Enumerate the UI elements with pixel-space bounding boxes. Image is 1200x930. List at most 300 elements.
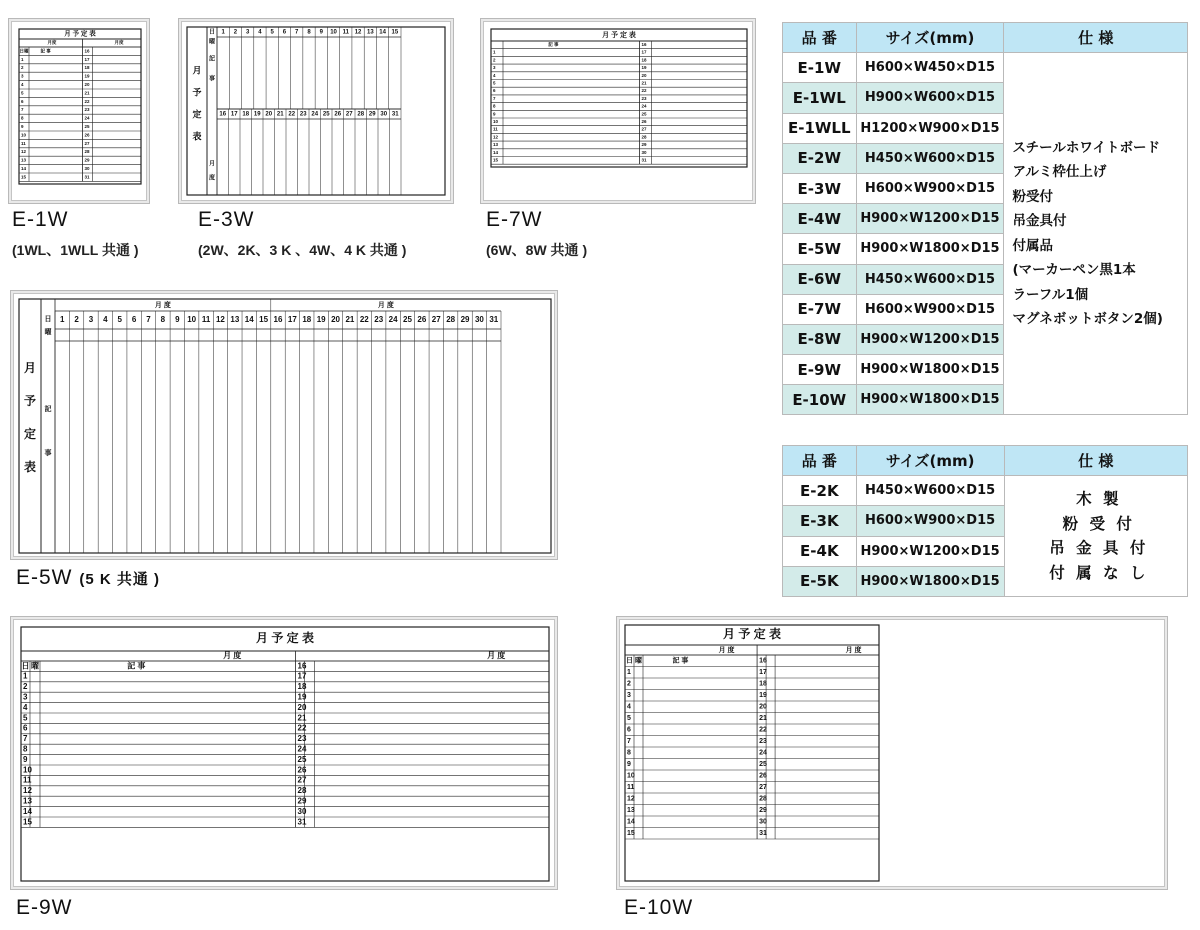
day-number: 21 [276,111,284,118]
row-size: H900×W1800×D15 [856,385,1004,415]
day-number: 2 [23,682,28,692]
day-number: 14 [23,806,32,816]
day-number: 10 [493,119,499,125]
day-number: 15 [391,29,399,36]
board-title: 月 予 定 表 [722,627,782,642]
row-code: E-4W [783,204,857,234]
day-number: 24 [311,111,319,118]
row-size: H450×W600×D15 [856,476,1004,506]
day-number: 18 [302,315,312,325]
side-title-char: 表 [192,131,202,142]
day-number: 7 [21,107,24,113]
weekday-label-char: 曜 [208,39,216,46]
day-number: 11 [21,140,26,146]
day-number: 9 [23,754,28,764]
day-number: 5 [23,713,28,723]
day-number: 27 [297,775,307,785]
day-number: 27 [641,126,647,132]
day-number: 12 [23,786,32,796]
table-row [783,53,1188,83]
spec-line: 付 属 な し [1049,563,1149,582]
day-number: 16 [759,657,767,665]
month-label: 月度 [47,40,57,46]
col-memo-header: 記 事 [40,48,51,54]
spec-line: 吊 金 具 付 [1049,539,1149,558]
day-number: 20 [297,702,307,712]
row-code: E-3K [783,506,857,536]
row-code: E-1WL [783,83,857,113]
board-e3w-grid [179,19,455,205]
row-code: E-10W [783,385,857,415]
board-e1w-grid [9,19,151,205]
day-number: 18 [297,682,307,692]
day-number: 15 [493,157,499,163]
day-number: 11 [493,126,498,132]
day-number: 9 [175,315,180,325]
day-number: 21 [345,315,355,325]
day-number: 25 [297,754,307,764]
col-weekday-header: 曜 [31,661,39,671]
day-number: 5 [117,315,122,325]
day-number: 11 [627,784,635,792]
day-number: 28 [641,134,647,140]
day-number: 2 [21,65,24,71]
day-number: 1 [493,49,496,55]
day-number: 8 [21,115,24,121]
day-number: 16 [641,42,647,48]
header-size: サイズ(mm) [856,446,1004,476]
board-e5w [10,290,558,560]
day-number: 13 [23,796,32,806]
day-number: 25 [84,123,90,129]
day-number: 29 [84,157,90,163]
row-code: E-5K [783,566,857,596]
memo-label-char: 記 [208,56,216,63]
spec-notes [1004,476,1187,597]
board-e7w-grid [481,19,757,205]
day-number: 1 [21,56,24,62]
header-spec: 仕 様 [1004,23,1188,53]
day-number: 1 [59,315,65,325]
day-number: 20 [759,703,767,711]
day-number: 20 [265,111,273,118]
day-number: 30 [641,149,647,155]
grid-border [491,29,747,167]
day-number: 17 [230,111,238,118]
col-memo-header: 記 事 [672,657,689,665]
spec-line: マグネボットボタン2個) [1012,311,1163,328]
month-label: 月 度 [845,646,862,654]
day-number: 4 [493,72,496,78]
day-number: 12 [215,315,225,325]
day-number: 27 [345,111,353,118]
day-number: 28 [84,149,90,155]
day-number: 19 [316,315,326,325]
spec-line: アルミ枠仕上げ [1012,164,1107,181]
day-number: 24 [84,115,90,121]
spec-line: 付属品 [1012,237,1053,254]
side-title-char: 定 [23,427,37,442]
day-number: 8 [627,749,631,757]
table-row [783,476,1188,506]
board-e3w-label: E-3W [198,208,255,231]
board-title: 月 予 定 表 [255,631,315,646]
day-number: 19 [759,692,767,700]
day-number: 3 [23,692,28,702]
day-number: 23 [84,107,90,113]
board-e5w-grid [11,291,559,561]
day-number: 25 [759,761,767,769]
day-number: 24 [759,749,767,757]
day-number: 28 [357,111,365,118]
row-code: E-9W [783,355,857,385]
day-number: 27 [431,315,441,325]
month-label: 月 度 [223,651,242,661]
day-number: 31 [759,830,767,838]
day-number: 14 [379,29,386,36]
day-number: 6 [282,29,287,36]
day-number: 14 [21,165,27,171]
day-number: 6 [23,723,28,733]
row-code: E-1W [783,53,857,83]
day-number: 7 [146,315,151,325]
day-number: 23 [759,738,767,746]
day-number: 15 [23,817,32,827]
day-number: 28 [297,786,307,796]
weekday-label-char: 日 [44,315,52,323]
day-number: 1 [627,669,631,677]
day-number: 9 [319,29,323,36]
spec-table-steel [782,22,1188,415]
col-day-header: 日 [626,657,633,665]
day-number: 12 [493,134,499,140]
day-number: 31 [84,174,90,180]
board-e7w-note: (6W、8W 共通 ) [486,242,588,258]
day-number: 17 [641,49,647,55]
memo-label-char: 事 [44,449,52,457]
row-code: E-8W [783,324,857,354]
day-number: 31 [297,817,307,827]
day-number: 10 [627,772,635,780]
day-number: 3 [493,65,496,71]
day-number: 27 [84,140,90,146]
day-number: 24 [388,315,398,325]
header-spec: 仕 様 [1004,446,1187,476]
side-title-char: 月 [23,361,37,376]
day-number: 2 [493,57,496,63]
day-number: 16 [273,315,283,325]
day-number: 29 [297,796,307,806]
day-number: 7 [295,29,299,36]
day-number: 8 [160,315,166,325]
day-number: 26 [759,772,767,780]
grid-border [625,625,879,881]
day-number: 1 [221,29,225,36]
board-e9w-label: E-9W [16,896,73,919]
day-number: 6 [627,726,631,734]
day-number: 10 [21,132,27,138]
day-number: 2 [233,29,238,36]
day-number: 10 [330,29,337,36]
day-number: 9 [493,111,496,117]
day-number: 25 [641,111,647,117]
row-code: E-7W [783,294,857,324]
day-number: 23 [299,111,307,118]
board-e10w [616,616,1168,890]
day-number: 30 [380,111,388,118]
row-code: E-2W [783,143,857,173]
day-number: 5 [270,29,274,36]
spec-line: 粉 受 付 [1062,514,1135,533]
row-code: E-2K [783,476,857,506]
day-number: 7 [493,95,496,101]
row-size: H900×W1800×D15 [856,566,1004,596]
month-label: 月 度 [377,301,394,309]
month-label-char: 月 [208,161,216,168]
day-number: 17 [297,671,307,681]
month-label: 月 度 [154,301,171,309]
day-number: 22 [359,315,369,325]
side-title-char: 予 [23,394,37,409]
day-number: 29 [759,807,767,815]
row-code: E-4K [783,536,857,566]
grid-border [19,29,141,184]
day-number: 12 [627,795,635,803]
col-weekday-header: 曜 [635,657,642,665]
day-number: 21 [297,713,307,723]
board-e1w-note: (1WL、1WLL 共通 ) [12,242,139,258]
day-number: 25 [403,315,412,325]
day-number: 16 [297,661,307,671]
day-number: 16 [219,111,227,118]
day-number: 19 [84,73,90,79]
day-number: 10 [23,765,32,775]
day-number: 4 [627,703,631,711]
day-number: 15 [259,315,269,325]
month-label-char: 度 [208,175,216,182]
row-size: H900×W600×D15 [856,83,1004,113]
memo-label-char: 記 [44,405,52,413]
day-number: 3 [21,73,24,79]
day-number: 12 [354,29,362,36]
day-number: 25 [322,111,330,118]
day-number: 21 [84,90,90,96]
board-title: 月 予 定 表 [602,31,636,39]
col-memo-header: 記 事 [127,661,146,671]
day-number: 31 [641,157,647,163]
day-number: 30 [297,806,307,816]
day-number: 6 [493,88,496,94]
grid-border [21,627,549,881]
side-title-char: 月 [192,65,202,76]
day-number: 20 [641,72,647,78]
day-number: 4 [258,29,262,36]
day-number: 31 [391,111,399,118]
day-number: 19 [297,692,307,702]
spec-line: スチールホワイトボード [1012,139,1161,156]
side-title-char: 表 [23,460,37,475]
day-number: 16 [84,48,90,54]
spec-table-wood [782,445,1188,597]
board-e10w-grid [617,617,1169,891]
board-e7w-label: E-7W [486,208,543,231]
board-e3w [178,18,454,204]
day-number: 14 [493,149,499,155]
row-size: H600×W450×D15 [856,53,1004,83]
day-number: 29 [368,111,376,118]
day-number: 4 [21,81,24,87]
day-number: 22 [297,723,307,733]
day-number: 6 [131,315,137,325]
day-number: 26 [334,111,342,118]
day-number: 18 [759,680,767,688]
day-number: 11 [23,775,32,785]
day-number: 8 [493,103,496,109]
spec-line: 粉受付 [1012,188,1053,205]
day-number: 21 [759,715,767,723]
day-number: 4 [103,315,108,325]
day-number: 21 [641,80,647,86]
board-title: 月 予 定 表 [64,30,96,38]
day-number: 28 [446,315,456,325]
day-number: 28 [759,795,767,803]
day-number: 20 [331,315,341,325]
day-number: 18 [242,111,250,118]
row-size: H900×W1200×D15 [856,204,1004,234]
board-e5w-code: E-5W [16,566,73,589]
day-number: 3 [627,692,631,700]
header-size: サイズ(mm) [856,23,1004,53]
month-label: 月 度 [487,651,506,661]
row-size: H450×W600×D15 [856,264,1004,294]
day-number: 17 [759,669,767,677]
header-code: 品 番 [783,446,857,476]
side-title-char: 定 [192,109,202,120]
day-number: 13 [21,157,27,163]
day-number: 30 [759,818,767,826]
row-code: E-1WLL [783,113,857,143]
weekday-label-char: 日 [208,29,216,36]
day-number: 22 [641,88,647,94]
day-number: 20 [84,81,90,87]
day-number: 14 [627,818,635,826]
day-number: 12 [21,149,27,155]
row-code: E-6W [783,264,857,294]
spec-line: 木 製 [1076,490,1122,509]
board-e9w-grid [11,617,559,891]
month-label: 月度 [114,40,124,46]
day-number: 13 [493,142,499,148]
day-number: 22 [288,111,296,118]
weekday-label-char: 曜 [44,328,52,336]
row-size: H1200×W900×D15 [856,113,1004,143]
row-size: H600×W900×D15 [856,506,1004,536]
board-e1w-label: E-1W [12,208,69,231]
day-number: 6 [21,98,24,104]
memo-label-char: 事 [208,76,216,83]
day-number: 27 [759,784,767,792]
day-number: 26 [297,765,307,775]
day-number: 7 [627,738,631,746]
month-label: 月 度 [718,646,735,654]
col-day-header: 日曜 [19,48,29,54]
board-e1w [8,18,150,204]
spec-notes [1004,53,1188,415]
day-number: 5 [493,80,496,86]
board-e3w-note: (2W、2K、3 K 、4W、4 K 共通 ) [198,242,407,258]
side-title-char: 予 [192,87,202,98]
day-number: 13 [627,807,635,815]
day-number: 23 [641,95,647,101]
board-e7w [480,18,756,204]
day-number: 5 [627,715,631,723]
row-code: E-5W [783,234,857,264]
day-number: 30 [474,315,484,325]
day-number: 30 [84,165,90,171]
day-number: 3 [88,315,94,325]
day-number: 14 [244,315,254,325]
row-code: E-3W [783,173,857,203]
day-number: 15 [21,174,27,180]
day-number: 18 [641,57,647,63]
day-number: 13 [230,315,240,325]
spec-line: 吊金具付 [1012,213,1067,230]
day-number: 17 [287,315,297,325]
row-size: H900×W1200×D15 [856,536,1004,566]
day-number: 13 [366,29,374,36]
col-memo-header: 記 事 [548,42,559,48]
day-number: 17 [84,56,90,62]
row-size: H600×W900×D15 [856,294,1004,324]
row-size: H450×W600×D15 [856,143,1004,173]
day-number: 18 [84,65,90,71]
day-number: 19 [641,65,647,71]
day-number: 9 [21,123,24,129]
day-number: 5 [21,90,24,96]
day-number: 26 [84,132,90,138]
day-number: 9 [627,761,631,769]
day-number: 8 [23,744,28,754]
board-e5w-label [16,566,160,590]
day-number: 23 [297,734,307,744]
day-number: 26 [417,315,427,325]
col-day-header: 日 [21,661,30,671]
row-size: H900×W1200×D15 [856,324,1004,354]
day-number: 3 [245,29,250,36]
day-number: 22 [759,726,767,734]
spec-table-header [783,23,1188,53]
board-e5w-note: (5 K 共通 ) [79,571,161,588]
day-number: 24 [641,103,647,109]
board-e10w-label: E-10W [624,896,694,919]
day-number: 31 [489,315,499,325]
day-number: 2 [627,680,631,688]
day-number: 1 [23,671,28,681]
day-number: 11 [201,315,211,325]
spec-line: ラーフル1個 [1012,286,1089,303]
day-number: 29 [460,315,470,325]
day-number: 24 [297,744,307,754]
day-number: 10 [187,315,197,325]
board-e9w [10,616,558,890]
day-number: 11 [342,29,349,36]
day-number: 29 [641,142,647,148]
spec-line: (マーカーペン黒1本 [1012,262,1136,279]
row-size: H900×W1800×D15 [856,355,1004,385]
day-number: 23 [374,315,384,325]
day-number: 2 [74,315,79,325]
row-size: H900×W1800×D15 [856,234,1004,264]
